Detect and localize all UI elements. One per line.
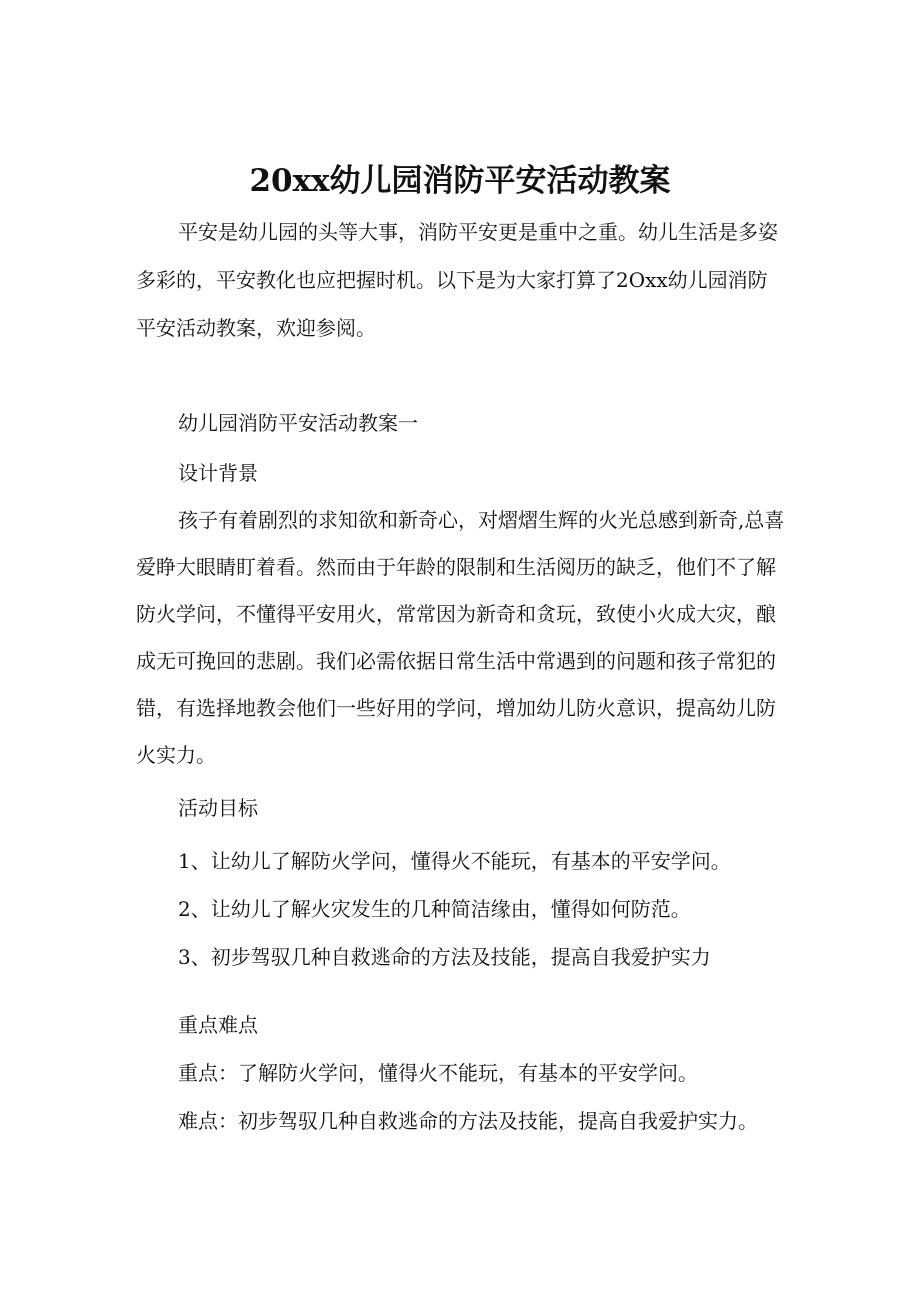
difficulty-line: 难点：初步驾驭几种自救逃命的方法及技能，提高自我爱护实力。	[178, 1109, 758, 1133]
goal-item-3: 3、初步驾驭几种自救逃命的方法及技能，提高自我爱护实力	[178, 945, 711, 969]
goals-heading: 活动目标	[178, 796, 258, 820]
intro-paragraph: 平安是幼儿园的头等大事，消防平安更是重中之重。幼儿生活是多姿多彩的，平安教化也应把握时机。以下是为大家打算了2Oxx幼儿园消防平安活动教案，欢迎参阅。	[136, 220, 778, 340]
goal-item-1: 1、让幼儿了解防火学问，懂得火不能玩，有基本的平安学问。	[178, 849, 731, 873]
background-heading: 设计背景	[178, 461, 258, 485]
key-point-line: 重点：了解防火学问，懂得火不能玩，有基本的平安学问。	[178, 1061, 698, 1085]
key-points-heading: 重点难点	[178, 1013, 258, 1037]
document-title: 20xx幼儿园消防平安活动教案	[249, 162, 671, 199]
goal-item-2: 2、让幼儿了解火灾发生的几种简洁缘由，懂得如何防范。	[178, 897, 691, 921]
section-title: 幼儿园消防平安活动教案一	[178, 411, 418, 435]
background-paragraph: 孩子有着剧烈的求知欲和新奇心，对熠熠生辉的火光总感到新奇,总喜爱睁大眼睛盯着看。然而由于年龄的限制和生活阅历的缺乏，他们不了解防火学问，不懂得平安用火，常常因为新奇和贪玩，致使小火成大灾，酿成无可挽回的悲剧。我们必需依据日常生活中常遇到的问题和孩子常犯的错，有选择地教会他们一些好用的学问，增加幼儿防火意识，提高幼儿防火实力。	[136, 508, 785, 767]
